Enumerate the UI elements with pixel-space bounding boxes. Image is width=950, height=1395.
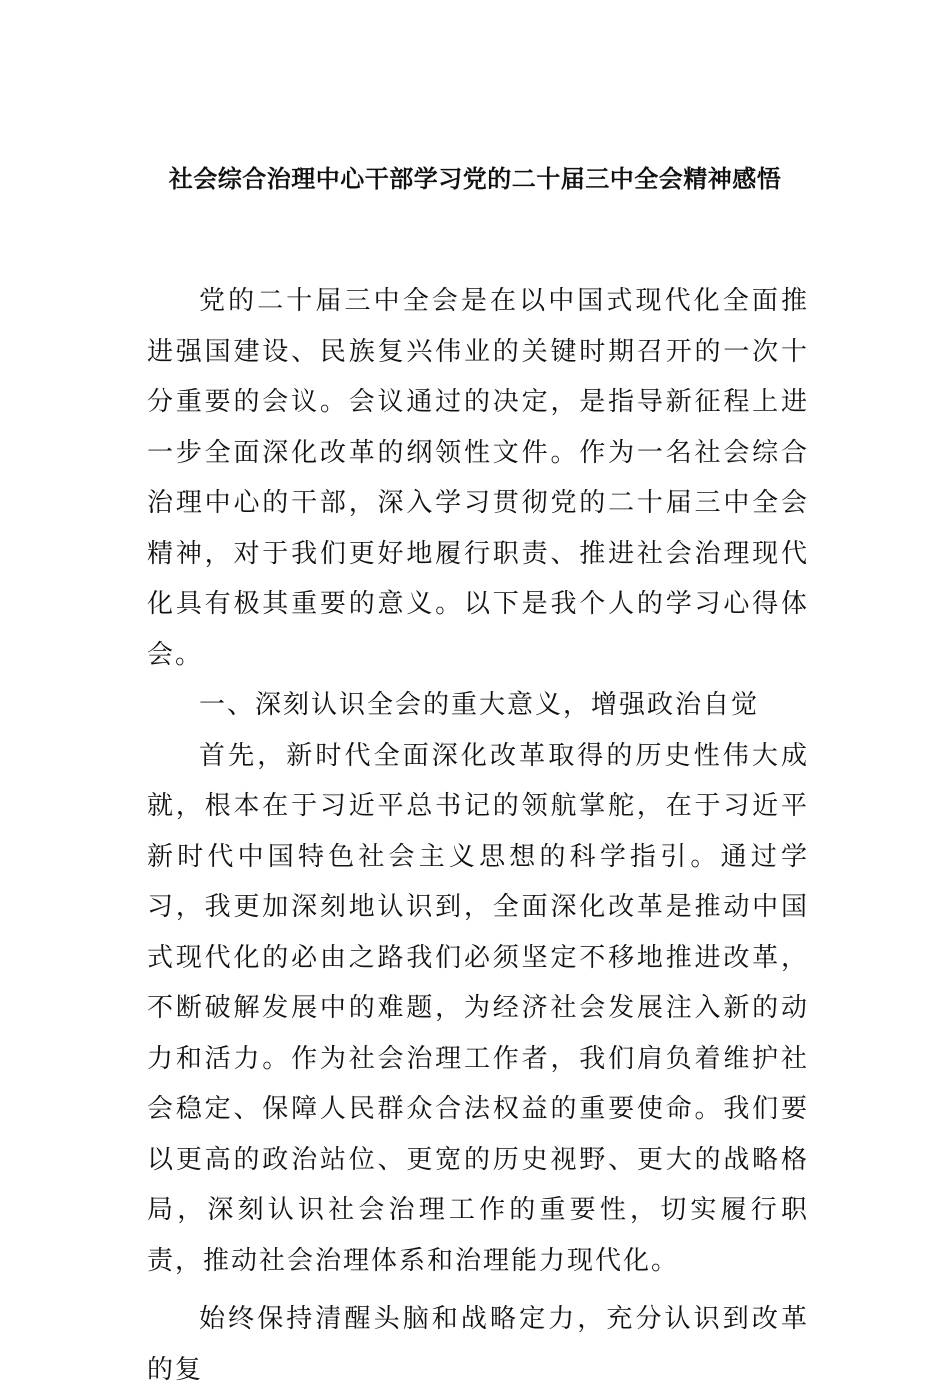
paragraph-first: 首先，新时代全面深化改革取得的历史性伟大成就，根本在于习近平总书记的领航掌舵，在于习近平新时代中国特色社会主义思想的科学指引。通过学习，我更加深刻地认识到，全面深化改革是推动中国式现代化的必由之路我们必须坚定不移地推进改革，不断破解发展中的难题，为经济社会发展注入新的动力和活力。作为社会治理工作者，我们肩负着维护社会稳定、保障人民群众合法权益的重要使命。我们要以更高的政治站位、更宽的历史视野、更大的战略格局，深刻认识社会治理工作的重要性，切实履行职责，推动社会治理体系和治理能力现代化。 bbox=[147, 740, 809, 1276]
section-heading-1: 一、深刻认识全会的重大意义，增强政治自觉 bbox=[199, 690, 760, 720]
document-title: 社会综合治理中心干部学习党的二十届三中全会精神感悟 bbox=[168, 165, 782, 193]
document-body bbox=[147, 276, 809, 1395]
paragraph-intro: 党的二十届三中全会是在以中国式现代化全面推进强国建设、民族复兴伟业的关键时期召开的一次十分重要的会议。会议通过的决定，是指导新征程上进一步全面深化改革的纲领性文件。作为一名社会综合治理中心的干部，深入学习贯彻党的二十届三中全会精神，对于我们更好地履行职责、推进社会治理现代化具有极其重要的意义。以下是我个人的学习心得体会。 bbox=[147, 286, 809, 670]
paragraph-continued: 始终保持清醒头脑和战略定力，充分认识到改革的复 bbox=[147, 1304, 809, 1385]
